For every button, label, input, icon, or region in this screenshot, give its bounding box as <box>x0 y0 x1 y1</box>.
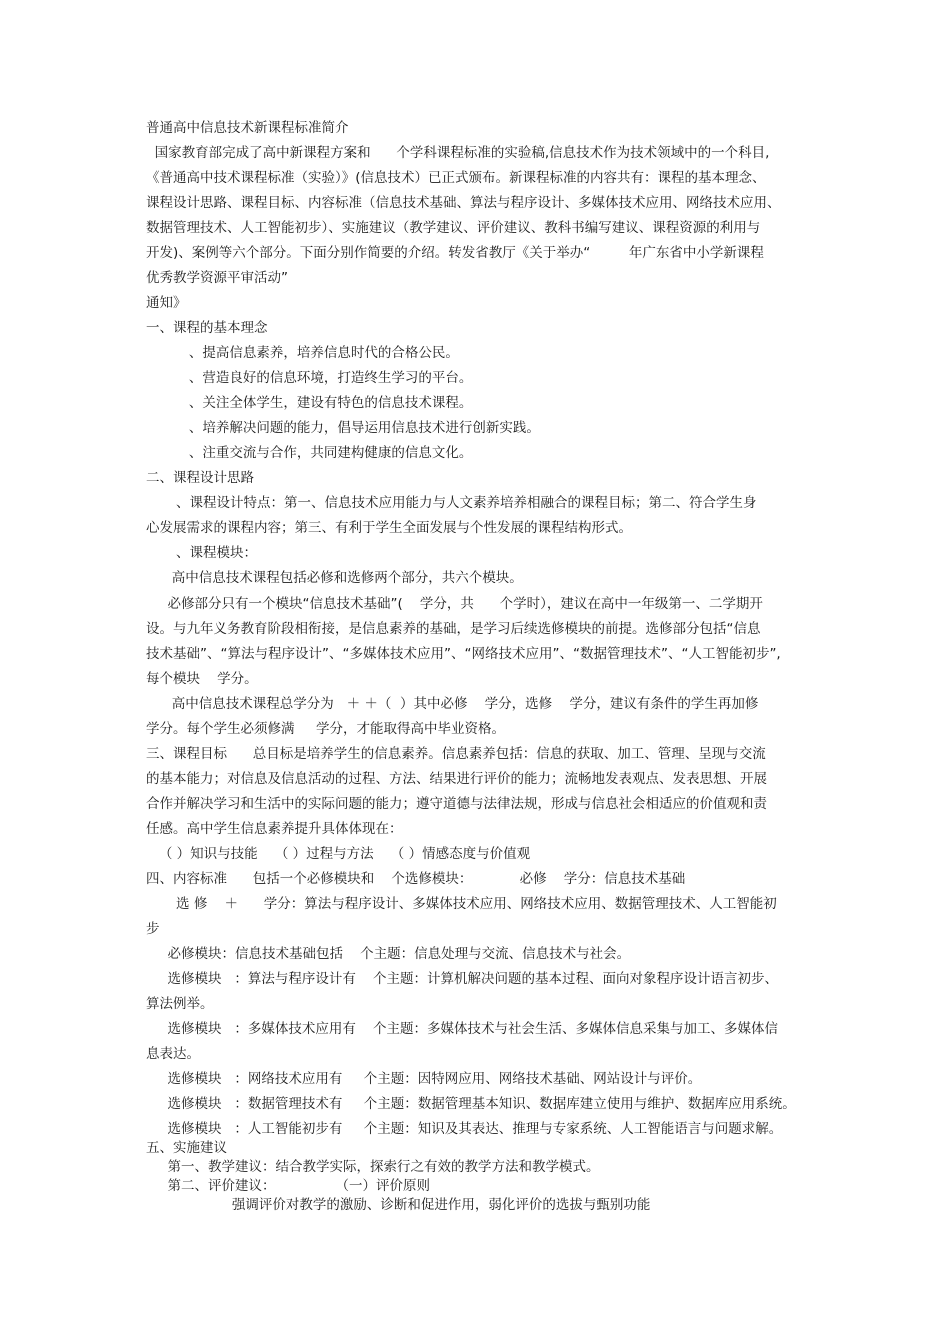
concept-item-5: 、注重交流与合作，共同建构健康的信息文化。 <box>146 445 473 461</box>
module-elective-3: 选修模块 ：网络技术应用有 个主题：因特网应用、网络技术基础、网站设计与评价。 <box>146 1071 702 1087</box>
intro-line-6: 优秀教学资源平审活动” <box>146 270 288 286</box>
content-line-1: 选 修 ＋ 学分：算法与程序设计、多媒体技术应用、网络技术应用、数据管理技术、人工智能初 <box>146 896 777 912</box>
design-line-4: 高中信息技术课程包括必修和选修两个部分，共六个模块。 <box>146 570 523 586</box>
design-line-3: 、课程模块： <box>146 545 258 561</box>
design-line-8: 每个模块 学分。 <box>146 671 258 687</box>
document-title: 普通高中信息技术新课程标准简介 <box>146 120 349 136</box>
design-line-1: 、课程设计特点：第一、信息技术应用能力与人文素养培养相融合的课程目标；第二、符合学生身 <box>146 495 757 511</box>
content-line-2: 步 <box>146 921 160 937</box>
design-line-6: 设。与九年义务教育阶段相衔接，是信息素养的基础，是学习后续选修模块的前提。选修部分包括“信息 <box>146 621 761 637</box>
intro-line-4: 数据管理技术、人工智能初步）、实施建议（教学建议、评价建议、教科书编写建议、课程资源的利用与 <box>146 220 761 236</box>
section-heading-4: 四、内容标准 包括一个必修模块和 个选修模块： 必修 学分：信息技术基础 <box>146 871 686 887</box>
module-elective-1: 选修模块 ：算法与程序设计有 个主题：计算机解决问题的基本过程、面向对象程序设计语言初步、 <box>146 971 778 987</box>
implementation-3: 强调评价对教学的激励、诊断和促进作用，弱化评价的选拔与甄别功能 <box>146 1197 651 1213</box>
module-required: 必修模块：信息技术基础包括 个主题：信息处理与交流、信息技术与社会。 <box>146 946 631 962</box>
implementation-2: 第二、评价建议： （一）评价原则 <box>146 1178 431 1194</box>
section-heading-2: 二、课程设计思路 <box>146 470 254 486</box>
goal-line-3: 任感。高中学生信息素养提升具体体现在： <box>146 821 403 837</box>
concept-item-4: 、培养解决问题的能力，倡导运用信息技术进行创新实践。 <box>146 420 540 436</box>
intro-line-1: 国家教育部完成了高中新课程方案和 个学科课程标准的实验稿,信息技术作为技术领域中的一个科目, <box>146 145 770 161</box>
design-line-10: 学分。每个学生必须修满 学分，才能取得高中毕业资格。 <box>146 721 505 737</box>
design-line-5: 必修部分只有一个模块“信息技术基础”( 学分，共 个学时），建议在高中一年级第一、二学期开 <box>146 596 763 612</box>
goal-line-2: 合作并解决学习和生活中的实际问题的能力；遵守道德与法律法规，形成与信息社会相适应的价值观和责 <box>146 796 767 812</box>
design-line-2: 心发展需求的课程内容；第三、有利于学生全面发展与个性发展的课程结构形式。 <box>146 520 632 536</box>
design-line-9: 高中信息技术课程总学分为 ＋ ＋（ ）其中必修 学分，选修 学分，建议有条件的学生再加修 <box>146 696 759 712</box>
concept-item-2: 、营造良好的信息环境，打造终生学习的平台。 <box>146 370 473 386</box>
module-elective-4: 选修模块 ：数据管理技术有 个主题：数据管理基本知识、数据库建立使用与维护、数据库应用系统。 <box>146 1096 796 1112</box>
design-line-7: 技术基础”、“算法与程序设计”、“多媒体技术应用”、“网络技术应用”、“数据管理技术”、“人工智能初步”, <box>146 646 781 662</box>
module-elective-5: 选修模块 ：人工智能初步有 个主题：知识及其表达、推理与专家系统、人工智能语言与问题求解。 <box>146 1121 783 1137</box>
concept-item-3: 、关注全体学生，建设有特色的信息技术课程。 <box>146 395 473 411</box>
module-elective-2: 选修模块 ：多媒体技术应用有 个主题：多媒体技术与社会生活、多媒体信息采集与加工、多媒体信 <box>146 1021 778 1037</box>
goal-dimensions: （ ）知识与技能 （ ）过程与方法 （ ）情感态度与价值观 <box>146 846 531 862</box>
module-elective-2-cont: 息表达。 <box>146 1046 200 1062</box>
goal-line-1: 的基本能力；对信息及信息活动的过程、方法、结果进行评价的能力；流畅地发表观点、发表思想、开展 <box>146 771 767 787</box>
intro-line-2: 《普通高中技术课程标准（实验）》(信息技术）已正式颁布。新课程标准的内容共有：课程的基本理念、 <box>146 170 766 186</box>
concept-item-1: 、提高信息素养，培养信息时代的合格公民。 <box>146 345 459 361</box>
intro-line-7: 通知》 <box>146 295 187 311</box>
module-elective-1-cont: 算法例举。 <box>146 996 214 1012</box>
implementation-1: 第一、教学建议：结合教学实际，探索行之有效的教学方法和教学模式。 <box>146 1159 600 1175</box>
section-heading-3: 三、课程目标 总目标是培养学生的信息素养。信息素养包括：信息的获取、加工、管理、呈现与交流 <box>146 746 766 762</box>
section-heading-5: 五、实施建议 <box>146 1140 227 1156</box>
intro-line-3: 课程设计思路、课程目标、内容标准（信息技术基础、算法与程序设计、多媒体技术应用、网络技术应用、 <box>146 195 781 211</box>
intro-line-5: 开发)、案例等六个部分。下面分别作简要的介绍。转发省教厅《关于举办“ 年广东省中小学新课程 <box>146 245 764 261</box>
section-heading-1: 一、课程的基本理念 <box>146 320 268 336</box>
